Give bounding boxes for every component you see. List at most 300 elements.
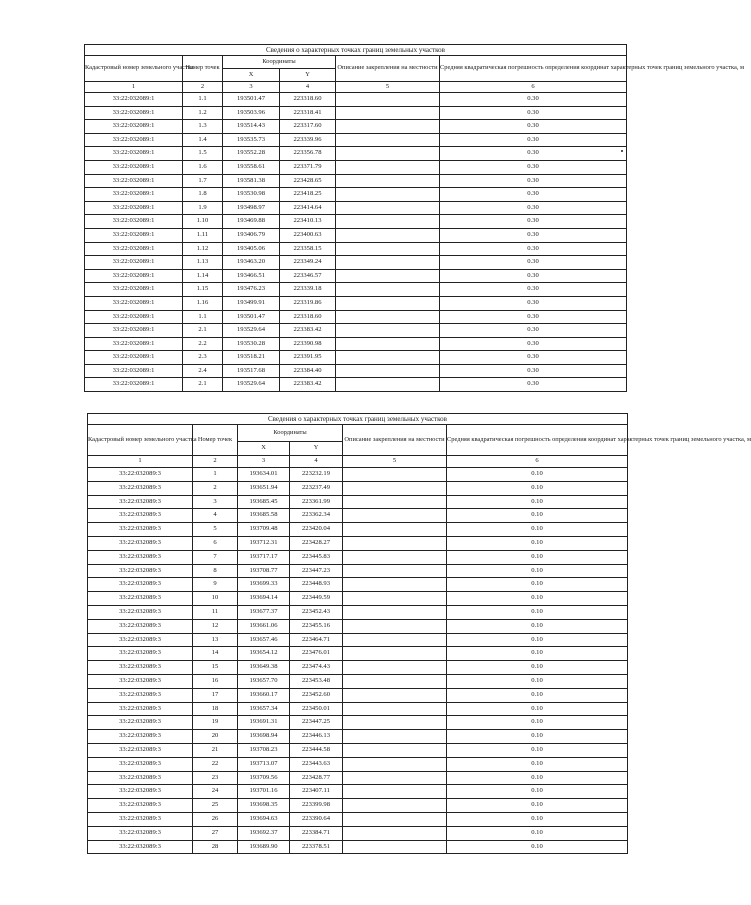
description-cell — [336, 351, 440, 365]
point-number-cell: 16 — [193, 674, 238, 688]
accuracy-cell: 0.30 — [440, 133, 627, 147]
column-number: 2 — [183, 82, 223, 93]
table-row — [88, 716, 628, 730]
x-coordinate-cell: 193709.56 — [238, 771, 290, 785]
point-number-cell: 3 — [193, 495, 238, 509]
description-cell — [343, 730, 447, 744]
table-row — [88, 799, 628, 813]
column-number: 1 — [85, 82, 183, 93]
table-row — [85, 351, 627, 365]
accuracy-cell: 0.10 — [447, 495, 628, 509]
accuracy-cell: 0.30 — [440, 324, 627, 338]
x-coordinate-cell: 193499.91 — [223, 296, 280, 310]
accuracy-cell: 0.10 — [447, 743, 628, 757]
table-row — [85, 269, 627, 283]
accuracy-cell: 0.10 — [447, 702, 628, 716]
table-row — [88, 523, 628, 537]
accuracy-cell: 0.30 — [440, 201, 627, 215]
table-row — [88, 743, 628, 757]
table-row — [85, 242, 627, 256]
accuracy-cell: 0.10 — [447, 523, 628, 537]
y-coordinate-cell: 223390.64 — [290, 812, 343, 826]
point-number-cell: 7 — [193, 550, 238, 564]
x-coordinate-cell: 193694.14 — [238, 592, 290, 606]
y-coordinate-cell: 223378.51 — [290, 840, 343, 854]
point-number-cell: 24 — [193, 785, 238, 799]
cadastral-number-cell: 33:22:032089:1 — [85, 337, 183, 351]
description-cell — [336, 106, 440, 120]
point-number-cell: 1.1 — [183, 93, 223, 107]
cadastral-number-cell: 33:22:032089:1 — [85, 120, 183, 134]
x-coordinate-cell: 193685.58 — [238, 509, 290, 523]
table-row — [88, 826, 628, 840]
cadastral-number-cell: 33:22:032089:3 — [88, 592, 193, 606]
cadastral-number-cell: 33:22:032089:1 — [85, 106, 183, 120]
column-number: 4 — [280, 82, 336, 93]
x-coordinate-cell: 193463.20 — [223, 256, 280, 270]
description-cell — [343, 661, 447, 675]
table-row — [85, 228, 627, 242]
description-cell — [343, 619, 447, 633]
y-coordinate-cell: 223407.11 — [290, 785, 343, 799]
description-cell — [343, 812, 447, 826]
cadastral-number-cell: 33:22:032089:1 — [85, 228, 183, 242]
cadastral-number-cell: 33:22:032089:3 — [88, 550, 193, 564]
description-cell — [343, 536, 447, 550]
description-cell — [343, 592, 447, 606]
x-coordinate-cell: 193698.94 — [238, 730, 290, 744]
table-row — [88, 661, 628, 675]
point-number-cell: 17 — [193, 688, 238, 702]
x-coordinate-cell: 193708.77 — [238, 564, 290, 578]
point-number-cell: 1.12 — [183, 242, 223, 256]
accuracy-cell: 0.30 — [440, 378, 627, 392]
y-coordinate-cell: 223318.41 — [280, 106, 336, 120]
table-row — [88, 509, 628, 523]
accuracy-cell: 0.30 — [440, 242, 627, 256]
point-number-cell: 26 — [193, 812, 238, 826]
point-number-cell: 22 — [193, 757, 238, 771]
cadastral-number-cell: 33:22:032089:1 — [85, 351, 183, 365]
cadastral-number-cell: 33:22:032089:1 — [85, 160, 183, 174]
accuracy-cell: 0.10 — [447, 633, 628, 647]
point-number-cell: 5 — [193, 523, 238, 537]
cadastral-number-cell: 33:22:032089:3 — [88, 785, 193, 799]
y-coordinate-cell: 223428.77 — [290, 771, 343, 785]
table-row — [88, 619, 628, 633]
point-number-cell: 6 — [193, 536, 238, 550]
x-coordinate-cell: 193529.64 — [223, 324, 280, 338]
table-row — [88, 840, 628, 854]
description-cell — [343, 688, 447, 702]
accuracy-cell: 0.10 — [447, 785, 628, 799]
column-number: 1 — [88, 456, 193, 468]
cadastral-number-cell: 33:22:032089:3 — [88, 481, 193, 495]
accuracy-cell: 0.30 — [440, 228, 627, 242]
table-row — [85, 147, 627, 161]
y-coordinate-cell: 223410.13 — [280, 215, 336, 229]
point-number-cell: 1.3 — [183, 120, 223, 134]
accuracy-cell: 0.30 — [440, 93, 627, 107]
point-number-cell: 2.3 — [183, 351, 223, 365]
y-coordinate-cell: 223445.83 — [290, 550, 343, 564]
point-number-cell: 27 — [193, 826, 238, 840]
description-cell — [343, 799, 447, 813]
header-cadastral-number: Кадастровый номер земельного участка — [88, 425, 193, 456]
cadastral-number-cell: 33:22:032089:3 — [88, 674, 193, 688]
x-coordinate-cell: 193692.37 — [238, 826, 290, 840]
y-coordinate-cell: 223455.16 — [290, 619, 343, 633]
table-row — [88, 688, 628, 702]
accuracy-cell: 0.10 — [447, 688, 628, 702]
x-coordinate-cell: 193689.90 — [238, 840, 290, 854]
table-body — [88, 468, 628, 854]
y-coordinate-cell: 223399.98 — [290, 799, 343, 813]
table-row — [88, 702, 628, 716]
header-x: X — [238, 442, 290, 456]
description-cell — [343, 550, 447, 564]
cadastral-number-cell: 33:22:032089:3 — [88, 619, 193, 633]
x-coordinate-cell: 193701.16 — [238, 785, 290, 799]
description-cell — [343, 578, 447, 592]
description-cell — [343, 785, 447, 799]
x-coordinate-cell: 193685.45 — [238, 495, 290, 509]
description-cell — [343, 564, 447, 578]
x-coordinate-cell: 193501.47 — [223, 310, 280, 324]
header-y: Y — [280, 69, 336, 82]
y-coordinate-cell: 223362.34 — [290, 509, 343, 523]
accuracy-cell: 0.30 — [440, 283, 627, 297]
x-coordinate-cell: 193713.07 — [238, 757, 290, 771]
cadastral-number-cell: 33:22:032089:3 — [88, 688, 193, 702]
x-coordinate-cell: 193657.34 — [238, 702, 290, 716]
accuracy-cell: 0.30 — [440, 106, 627, 120]
accuracy-cell: 0.10 — [447, 840, 628, 854]
x-coordinate-cell: 193558.61 — [223, 160, 280, 174]
cadastral-number-cell: 33:22:032089:1 — [85, 256, 183, 270]
table-row — [85, 364, 627, 378]
x-coordinate-cell: 193469.88 — [223, 215, 280, 229]
description-cell — [336, 337, 440, 351]
accuracy-cell: 0.10 — [447, 674, 628, 688]
x-coordinate-cell: 193503.96 — [223, 106, 280, 120]
cadastral-number-cell: 33:22:032089:1 — [85, 215, 183, 229]
description-cell — [343, 523, 447, 537]
point-number-cell: 23 — [193, 771, 238, 785]
y-coordinate-cell: 223356.78 — [280, 147, 336, 161]
x-coordinate-cell: 193660.17 — [238, 688, 290, 702]
x-coordinate-cell: 193717.17 — [238, 550, 290, 564]
cadastral-number-cell: 33:22:032089:3 — [88, 702, 193, 716]
y-coordinate-cell: 223420.04 — [290, 523, 343, 537]
y-coordinate-cell: 223446.13 — [290, 730, 343, 744]
cadastral-number-cell: 33:22:032089:1 — [85, 174, 183, 188]
y-coordinate-cell: 223384.40 — [280, 364, 336, 378]
x-coordinate-cell: 193529.64 — [223, 378, 280, 392]
description-cell — [336, 283, 440, 297]
accuracy-cell: 0.30 — [440, 160, 627, 174]
cadastral-number-cell: 33:22:032089:1 — [85, 188, 183, 202]
cadastral-number-cell: 33:22:032089:1 — [85, 269, 183, 283]
description-cell — [343, 743, 447, 757]
table-row — [85, 160, 627, 174]
point-number-cell: 19 — [193, 716, 238, 730]
table-row — [88, 633, 628, 647]
y-coordinate-cell: 223391.95 — [280, 351, 336, 365]
x-coordinate-cell: 193634.01 — [238, 468, 290, 482]
x-coordinate-cell: 193677.37 — [238, 605, 290, 619]
table-row — [85, 188, 627, 202]
table-caption: Сведения о характерных точках границ земельных участков — [88, 414, 628, 425]
point-number-cell: 1.5 — [183, 147, 223, 161]
cadastral-number-cell: 33:22:032089:3 — [88, 536, 193, 550]
table-row — [85, 310, 627, 324]
header-description: Описание закрепления на местности — [343, 425, 447, 456]
header-coordinates: Координаты — [223, 56, 336, 69]
description-cell — [343, 468, 447, 482]
y-coordinate-cell: 223450.01 — [290, 702, 343, 716]
cadastral-number-cell: 33:22:032089:3 — [88, 633, 193, 647]
accuracy-cell: 0.30 — [440, 188, 627, 202]
point-number-cell: 15 — [193, 661, 238, 675]
description-cell — [336, 269, 440, 283]
point-number-cell: 14 — [193, 647, 238, 661]
description-cell — [336, 228, 440, 242]
x-coordinate-cell: 193552.28 — [223, 147, 280, 161]
x-coordinate-cell: 193466.51 — [223, 269, 280, 283]
cadastral-number-cell: 33:22:032089:3 — [88, 716, 193, 730]
accuracy-cell: 0.30 — [440, 269, 627, 283]
point-number-cell: 1.10 — [183, 215, 223, 229]
accuracy-cell: 0.10 — [447, 716, 628, 730]
x-coordinate-cell: 193406.79 — [223, 228, 280, 242]
points-table-1 — [84, 44, 745, 392]
column-number: 3 — [223, 82, 280, 93]
column-number: 2 — [193, 456, 238, 468]
accuracy-cell: 0.30 — [440, 174, 627, 188]
cadastral-number-cell: 33:22:032089:1 — [85, 324, 183, 338]
table-row — [88, 564, 628, 578]
column-number: 4 — [290, 456, 343, 468]
point-number-cell: 1.15 — [183, 283, 223, 297]
point-number-cell: 1.6 — [183, 160, 223, 174]
header-point-number: Номер точек — [193, 425, 238, 456]
x-coordinate-cell: 193657.70 — [238, 674, 290, 688]
point-number-cell: 2.1 — [183, 324, 223, 338]
cadastral-number-cell: 33:22:032089:3 — [88, 771, 193, 785]
y-coordinate-cell: 223319.86 — [280, 296, 336, 310]
description-cell — [336, 120, 440, 134]
point-number-cell: 1.11 — [183, 228, 223, 242]
accuracy-cell: 0.10 — [447, 509, 628, 523]
y-coordinate-cell: 223318.60 — [280, 93, 336, 107]
point-number-cell: 1.16 — [183, 296, 223, 310]
x-coordinate-cell: 193530.28 — [223, 337, 280, 351]
y-coordinate-cell: 223383.42 — [280, 378, 336, 392]
point-number-cell: 2.4 — [183, 364, 223, 378]
y-coordinate-cell: 223444.58 — [290, 743, 343, 757]
point-number-cell: 1.14 — [183, 269, 223, 283]
y-coordinate-cell: 223318.60 — [280, 310, 336, 324]
accuracy-cell: 0.10 — [447, 757, 628, 771]
point-number-cell: 2.1 — [183, 378, 223, 392]
header-point-number: Номер точек — [183, 56, 223, 82]
y-coordinate-cell: 223349.24 — [280, 256, 336, 270]
accuracy-cell: 0.10 — [447, 592, 628, 606]
point-number-cell: 1.1 — [183, 310, 223, 324]
accuracy-cell: 0.30 — [440, 296, 627, 310]
cadastral-number-cell: 33:22:032089:3 — [88, 799, 193, 813]
column-number: 5 — [336, 82, 440, 93]
x-coordinate-cell: 193691.31 — [238, 716, 290, 730]
accuracy-cell: 0.30 — [440, 256, 627, 270]
x-coordinate-cell: 193657.46 — [238, 633, 290, 647]
table-row — [88, 674, 628, 688]
point-number-cell: 11 — [193, 605, 238, 619]
cadastral-number-cell: 33:22:032089:1 — [85, 201, 183, 215]
description-cell — [343, 771, 447, 785]
table-row — [88, 550, 628, 564]
cadastral-number-cell: 33:22:032089:1 — [85, 283, 183, 297]
y-coordinate-cell: 223447.23 — [290, 564, 343, 578]
accuracy-cell: 0.10 — [447, 619, 628, 633]
cadastral-number-cell: 33:22:032089:3 — [88, 564, 193, 578]
y-coordinate-cell: 223418.25 — [280, 188, 336, 202]
y-coordinate-cell: 223339.96 — [280, 133, 336, 147]
description-cell — [336, 160, 440, 174]
y-coordinate-cell: 223474.43 — [290, 661, 343, 675]
description-cell — [343, 702, 447, 716]
point-number-cell: 1.13 — [183, 256, 223, 270]
x-coordinate-cell: 193514.43 — [223, 120, 280, 134]
point-number-cell: 13 — [193, 633, 238, 647]
x-coordinate-cell: 193517.68 — [223, 364, 280, 378]
cadastral-number-cell: 33:22:032089:3 — [88, 812, 193, 826]
cadastral-number-cell: 33:22:032089:3 — [88, 730, 193, 744]
y-coordinate-cell: 223317.60 — [280, 120, 336, 134]
x-coordinate-cell: 193501.47 — [223, 93, 280, 107]
description-cell — [336, 93, 440, 107]
point-number-cell: 9 — [193, 578, 238, 592]
table-row — [85, 215, 627, 229]
table-row — [85, 337, 627, 351]
accuracy-cell: 0.10 — [447, 564, 628, 578]
description-cell — [343, 826, 447, 840]
y-coordinate-cell: 223449.59 — [290, 592, 343, 606]
cadastral-number-cell: 33:22:032089:1 — [85, 242, 183, 256]
y-coordinate-cell: 223464.71 — [290, 633, 343, 647]
point-number-cell: 21 — [193, 743, 238, 757]
y-coordinate-cell: 223339.18 — [280, 283, 336, 297]
accuracy-cell: 0.10 — [447, 826, 628, 840]
table-row — [88, 785, 628, 799]
x-coordinate-cell: 193661.06 — [238, 619, 290, 633]
description-cell — [336, 215, 440, 229]
table-row — [88, 730, 628, 744]
accuracy-cell: 0.10 — [447, 647, 628, 661]
point-number-cell: 1.2 — [183, 106, 223, 120]
description-cell — [343, 633, 447, 647]
description-cell — [343, 495, 447, 509]
table-row — [88, 495, 628, 509]
table-body — [85, 93, 627, 392]
cadastral-number-cell: 33:22:032089:1 — [85, 378, 183, 392]
table-row — [85, 201, 627, 215]
table-row — [85, 93, 627, 107]
column-number: 3 — [238, 456, 290, 468]
description-cell — [336, 133, 440, 147]
header-description: Описание закрепления на местности — [336, 56, 440, 82]
y-coordinate-cell: 223428.65 — [280, 174, 336, 188]
table-row — [88, 592, 628, 606]
y-coordinate-cell: 223476.01 — [290, 647, 343, 661]
description-cell — [336, 188, 440, 202]
table-row — [88, 468, 628, 482]
x-coordinate-cell: 193712.31 — [238, 536, 290, 550]
description-cell — [336, 364, 440, 378]
description-cell — [343, 647, 447, 661]
table-row — [85, 283, 627, 297]
accuracy-cell: 0.10 — [447, 730, 628, 744]
table-row — [85, 120, 627, 134]
description-cell — [343, 757, 447, 771]
table-row — [88, 536, 628, 550]
cadastral-number-cell: 33:22:032089:3 — [88, 826, 193, 840]
point-number-cell: 25 — [193, 799, 238, 813]
description-cell — [336, 378, 440, 392]
table-row — [88, 605, 628, 619]
y-coordinate-cell: 223232.19 — [290, 468, 343, 482]
x-coordinate-cell: 193708.23 — [238, 743, 290, 757]
x-coordinate-cell: 193405.06 — [223, 242, 280, 256]
description-cell — [343, 481, 447, 495]
table-row — [88, 812, 628, 826]
table-row — [88, 647, 628, 661]
table-row — [88, 578, 628, 592]
point-number-cell: 10 — [193, 592, 238, 606]
point-number-cell: 1.9 — [183, 201, 223, 215]
y-coordinate-cell: 223383.42 — [280, 324, 336, 338]
accuracy-cell: 0.10 — [447, 799, 628, 813]
y-coordinate-cell: 223453.48 — [290, 674, 343, 688]
cadastral-number-cell: 33:22:032089:3 — [88, 840, 193, 854]
accuracy-cell: 0.30 — [440, 310, 627, 324]
x-coordinate-cell: 193651.94 — [238, 481, 290, 495]
cadastral-number-cell: 33:22:032089:3 — [88, 757, 193, 771]
point-number-cell: 1.8 — [183, 188, 223, 202]
table-caption: Сведения о характерных точках границ земельных участков — [85, 45, 627, 56]
description-cell — [336, 296, 440, 310]
table-row — [85, 378, 627, 392]
y-coordinate-cell: 223443.63 — [290, 757, 343, 771]
accuracy-cell: 0.30 — [440, 147, 627, 161]
table-row — [85, 133, 627, 147]
y-coordinate-cell: 223371.79 — [280, 160, 336, 174]
cadastral-number-cell: 33:22:032089:1 — [85, 147, 183, 161]
x-coordinate-cell: 193694.63 — [238, 812, 290, 826]
cadastral-number-cell: 33:22:032089:1 — [85, 93, 183, 107]
description-cell — [336, 310, 440, 324]
description-cell — [343, 716, 447, 730]
cadastral-number-cell: 33:22:032089:3 — [88, 468, 193, 482]
x-coordinate-cell: 193698.35 — [238, 799, 290, 813]
column-number: 5 — [343, 456, 447, 468]
x-coordinate-cell: 193654.12 — [238, 647, 290, 661]
point-number-cell: 4 — [193, 509, 238, 523]
cadastral-number-cell: 33:22:032089:3 — [88, 578, 193, 592]
y-coordinate-cell: 223237.49 — [290, 481, 343, 495]
column-number: 6 — [447, 456, 628, 468]
